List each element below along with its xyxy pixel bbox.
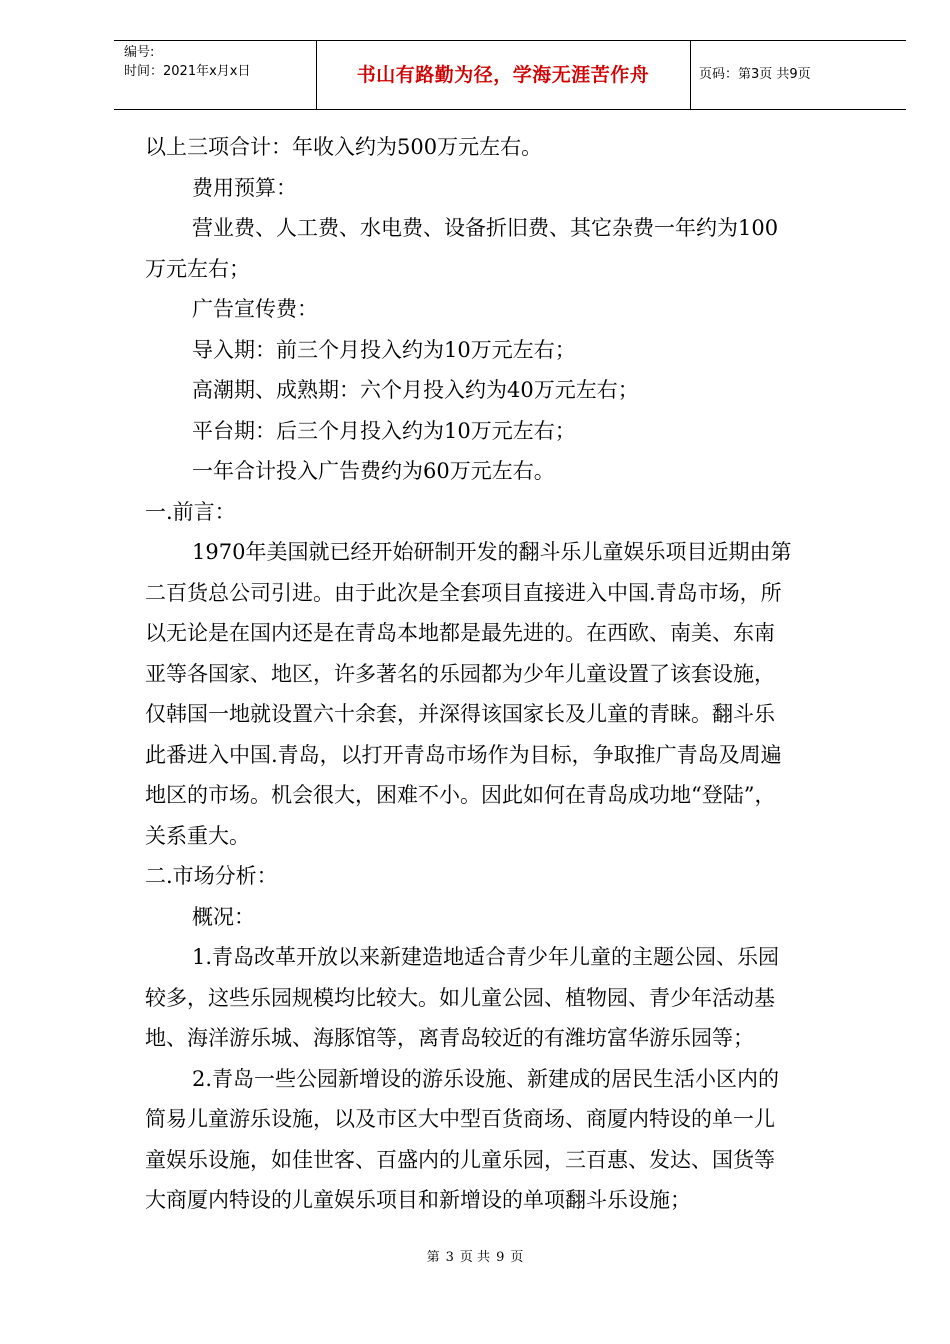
- text-line: 简易儿童游乐设施，以及市区大中型百货商场、商厦内特设的单一儿: [145, 1107, 775, 1131]
- section-heading: 一.前言：: [145, 499, 236, 524]
- text-line: 较多，这些乐园规模均比较大。如儿童公园、植物园、青少年活动基: [145, 985, 775, 1010]
- footer-suffix: 页: [510, 1250, 524, 1265]
- text-line: 营业费、人工费、水电费、设备折旧费、其它杂费一年约为100: [192, 216, 779, 240]
- text-line: 概况：: [192, 904, 255, 929]
- text-line: 平台期：后三个月投入约为10万元左右；: [192, 418, 576, 443]
- text-line: 童娱乐设施，如佳世客、百盛内的儿童乐园，三百惠、发达、国货等: [145, 1147, 775, 1172]
- text-line: 广告宣传费：: [192, 297, 318, 321]
- text-line: 万元左右；: [145, 256, 250, 281]
- serial-label: 编号:: [124, 45, 155, 60]
- text-line: 关系重大。: [145, 823, 250, 848]
- text-line: 费用预算：: [192, 175, 297, 200]
- text-line: 地区的市场。机会很大，困难不小。因此如何在青岛成功地“登陆”，: [145, 783, 776, 807]
- text-line: 此番进入中国.青岛，以打开青岛市场作为目标，争取推广青岛及周遍: [145, 742, 782, 767]
- document-body: [145, 127, 865, 1221]
- page-footer: [0, 1246, 950, 1265]
- text-line: 1970年美国就已经开始研制开发的翻斗乐儿童娱乐项目近期由第: [192, 540, 792, 564]
- text-line: 一年合计投入广告费约为60万元左右。: [192, 459, 555, 483]
- text-line: 2.青岛一些公园新增设的游乐设施、新建成的居民生活小区内的: [192, 1066, 780, 1091]
- text-line: 亚等各国家、地区，许多著名的乐园都为少年儿童设置了该套设施，: [145, 661, 775, 686]
- text-line: 二百货总公司引进。由于此次是全套项目直接进入中国.青岛市场，所: [145, 580, 782, 605]
- document-header: [114, 40, 906, 110]
- footer-total-pages: 9: [496, 1250, 505, 1265]
- text-line: 大商厦内特设的儿童娱乐项目和新增设的单项翻斗乐设施；: [145, 1188, 691, 1212]
- section-heading: 二.市场分析：: [145, 864, 278, 888]
- text-line: 高潮期、成熟期：六个月投入约为40万元左右；: [192, 378, 639, 402]
- header-meta: [114, 41, 317, 109]
- time-label: 时间：2021年x月x日: [124, 64, 251, 79]
- footer-mid: 页 共: [459, 1250, 491, 1265]
- text-line: 仅韩国一地就设置六十余套，并深得该国家长及儿童的青睐。翻斗乐: [145, 702, 775, 726]
- text-line: 1.青岛改革开放以来新建造地适合青少年儿童的主题公园、乐园: [192, 945, 780, 969]
- header-motto: 书山有路勤为径，学海无涯苦作舟: [316, 41, 691, 109]
- footer-current-page: 3: [445, 1250, 454, 1265]
- text-line: 以无论是在国内还是在青岛本地都是最先进的。在西欧、南美、东南: [145, 621, 775, 645]
- text-line: 地、海洋游乐城、海豚馆等，离青岛较近的有潍坊富华游乐园等；: [145, 1026, 754, 1050]
- text-line: 导入期：前三个月投入约为10万元左右；: [192, 337, 576, 362]
- footer-prefix: 第: [426, 1250, 440, 1265]
- header-page-info: 页码：第3页 共9页: [699, 67, 811, 82]
- text-line: 以上三项合计：年收入约为500万元左右。: [145, 135, 543, 159]
